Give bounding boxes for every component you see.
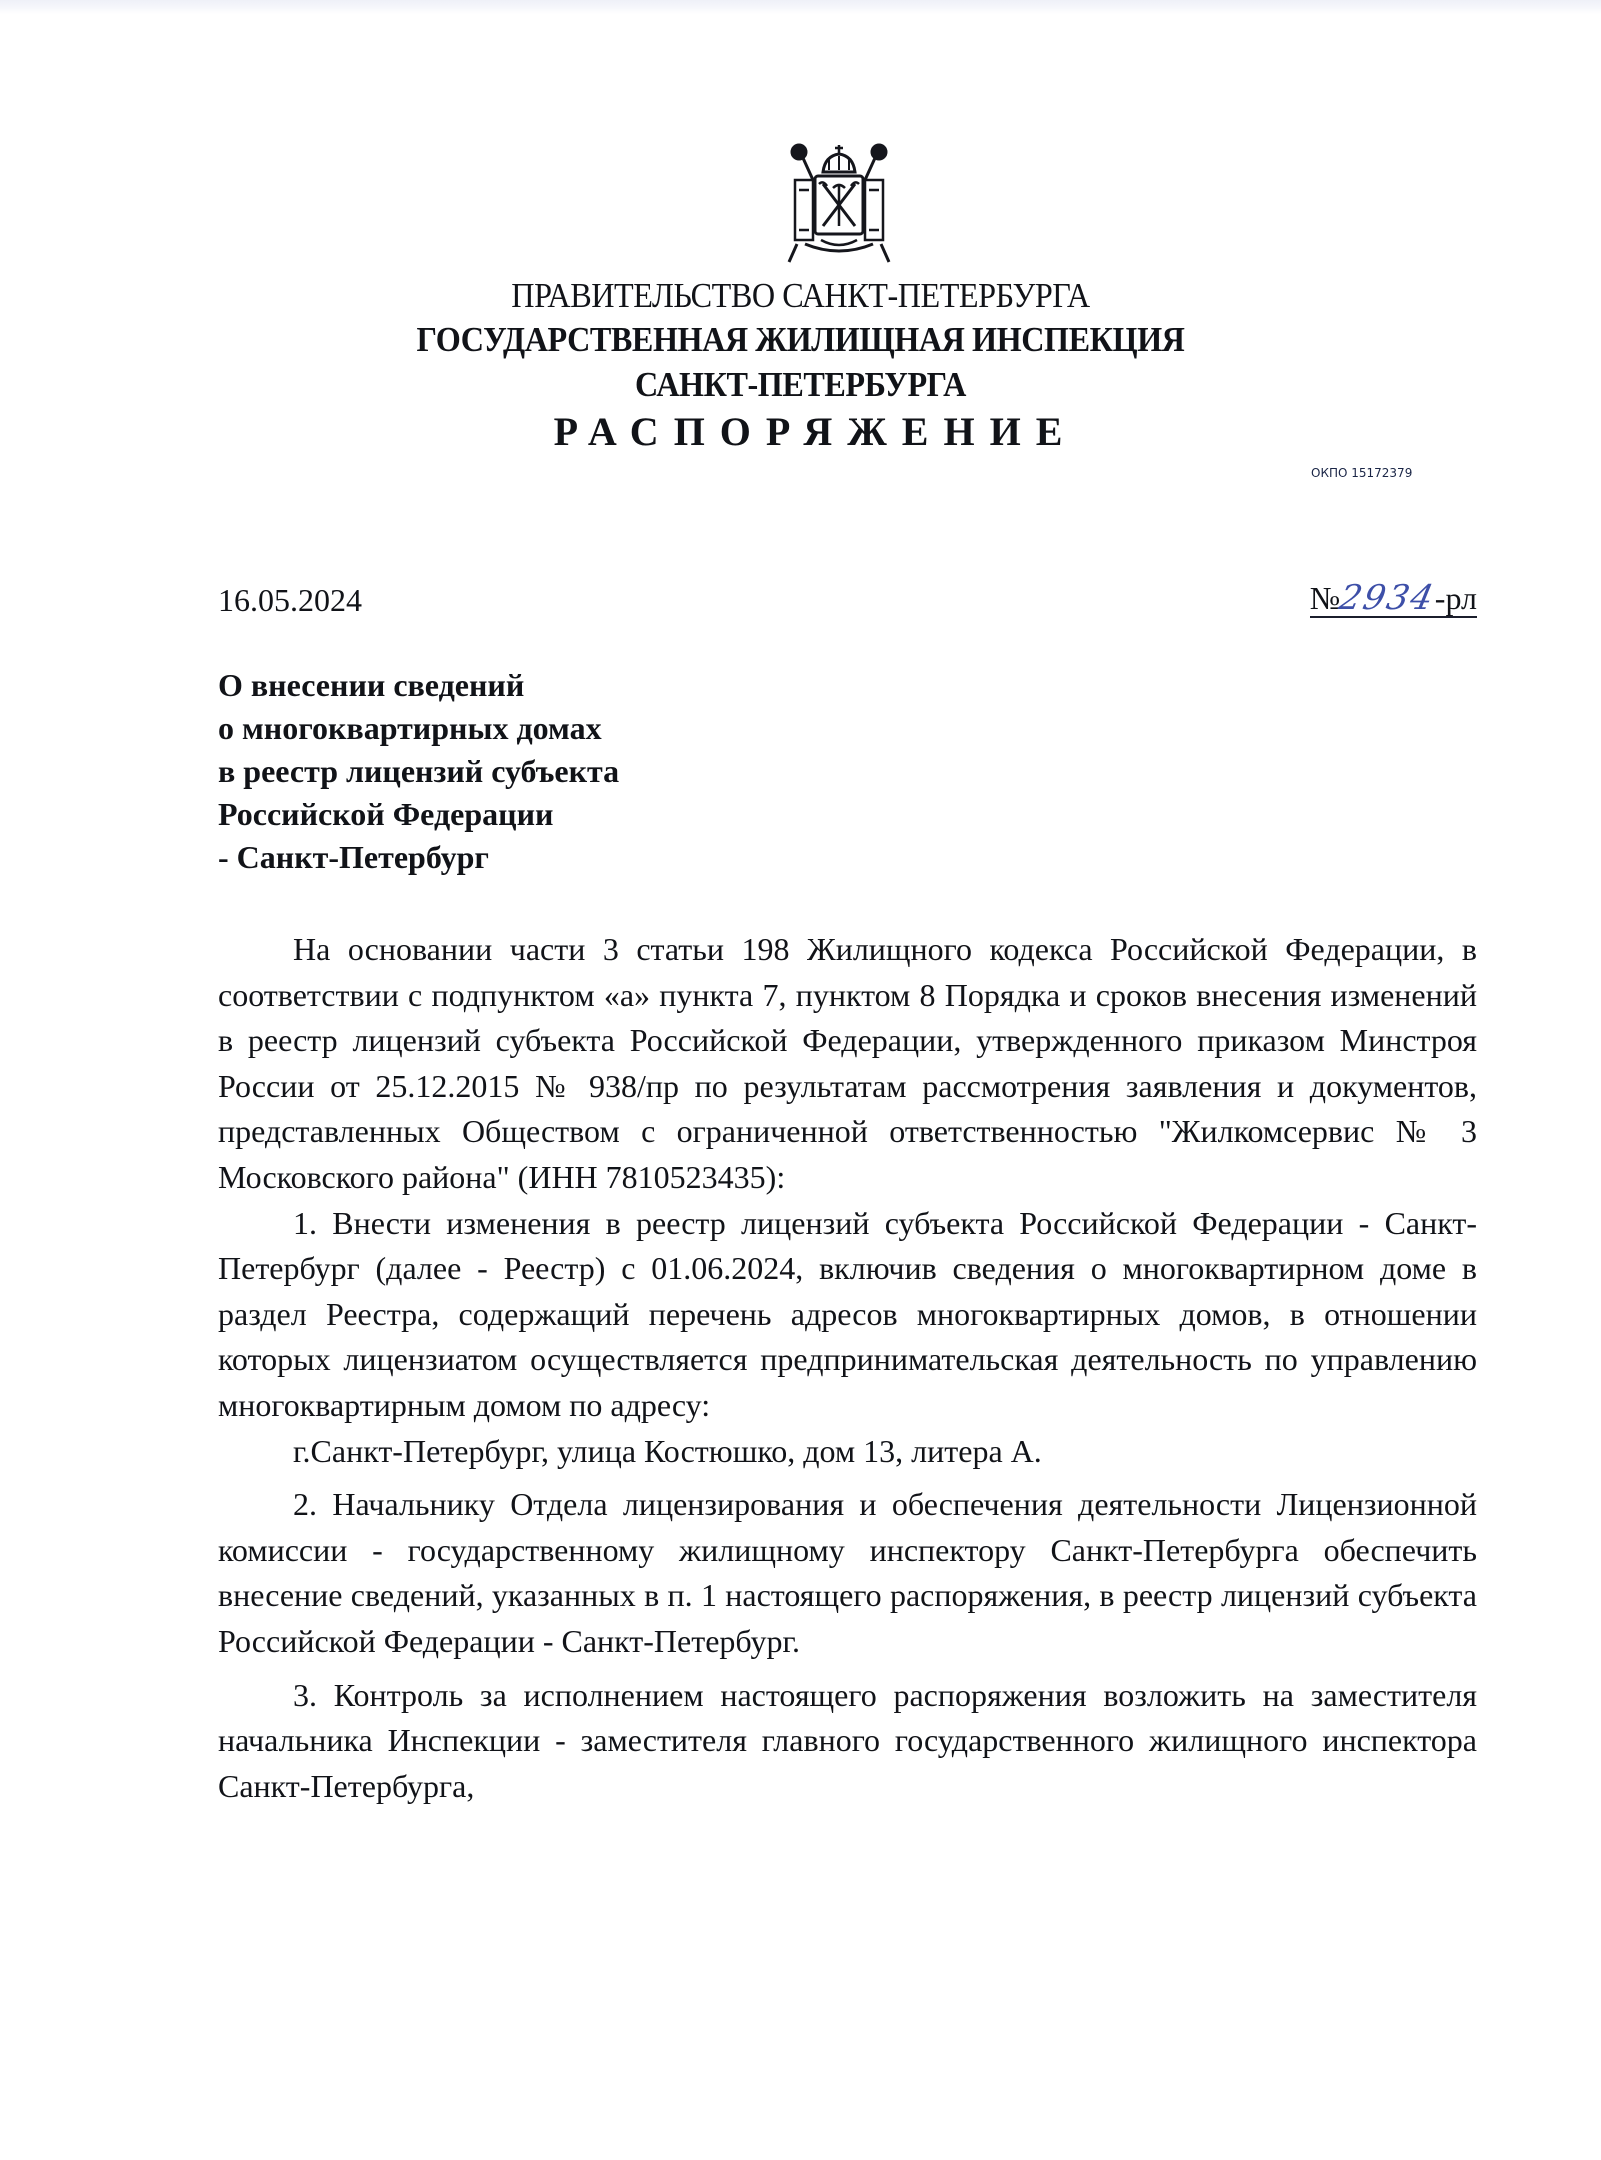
inspection-title: ГОСУДАРСТВЕННАЯ ЖИЛИЩНАЯ ИНСПЕКЦИЯ xyxy=(416,320,1185,359)
document-body xyxy=(218,927,1477,1809)
address-line: г.Санкт-Петербург, улица Костюшко, дом 13, литера А. xyxy=(293,1432,1042,1469)
number-suffix: -рл xyxy=(1434,580,1477,616)
coat-of-arms-icon xyxy=(785,140,893,270)
scan-edge xyxy=(0,0,1601,14)
item-3-paragraph: 3. Контроль за исполнением настоящего распоряжения возложить на заместителя начальника Инспекции - заместителя главного государственного жилищного инспектора Санкт-Петербурга, xyxy=(218,1676,1477,1804)
document-date: 16.05.2024 xyxy=(218,582,362,618)
preamble-paragraph: На основании части 3 статьи 198 Жилищного кодекса Российской Федерации, в соответствии с подпунктом «а» пункта 7, пунктом 8 Порядка и сроков внесения изменений в реестр лицензий субъекта Российской Федерации, утвержденного приказом Минстроя России от 25.12.2015 № 938/пр по результатам рассмотрения заявления и документов, представленных Обществом с ограниченной ответственностью "Жилкомсервис № 3 Московского района" (ИНН 7810523435): xyxy=(218,931,1477,1195)
city-title: САНКТ-ПЕТЕРБУРГА xyxy=(635,365,966,404)
okpo-code: ОКПО 15172379 xyxy=(1311,466,1413,480)
document-subject xyxy=(218,664,619,879)
subject-line: в реестр лицензий субъекта xyxy=(218,753,620,789)
item-2-paragraph: 2. Начальнику Отдела лицензирования и обеспечения деятельности Лицензионной комиссии - государственному жилищному инспектору Санкт-Петербурга обеспечить внесение сведений, указанных в п. 1 настоящего распоряжения, в реестр лицензий субъекта Российской Федерации - Санкт-Петербург. xyxy=(218,1486,1477,1659)
number-sign: № xyxy=(1309,580,1341,616)
handwritten-number: 2934 xyxy=(1336,578,1440,618)
subject-line: - Санкт-Петербург xyxy=(218,839,489,875)
subject-line: Российской Федерации xyxy=(218,796,554,832)
government-title: ПРАВИТЕЛЬСТВО САНКТ-ПЕТЕРБУРГА xyxy=(511,276,1090,315)
subject-line: о многоквартирных домах xyxy=(218,710,602,746)
item-1-paragraph: 1. Внести изменения в реестр лицензий субъекта Российской Федерации - Санкт-Петербург (далее - Реестр) с 01.06.2024, включив сведения о многоквартирном доме в раздел Реестра, содержащий перечень адресов многоквартирных домов, в отношении которых лицензиатом осуществляется предпринимательская деятельность по управлению многоквартирным домом по адресу: xyxy=(218,1204,1477,1423)
subject-line: О внесении сведений xyxy=(218,667,525,703)
document-type: РАСПОРЯЖЕНИЕ xyxy=(553,409,1078,454)
document-number xyxy=(1310,580,1477,618)
